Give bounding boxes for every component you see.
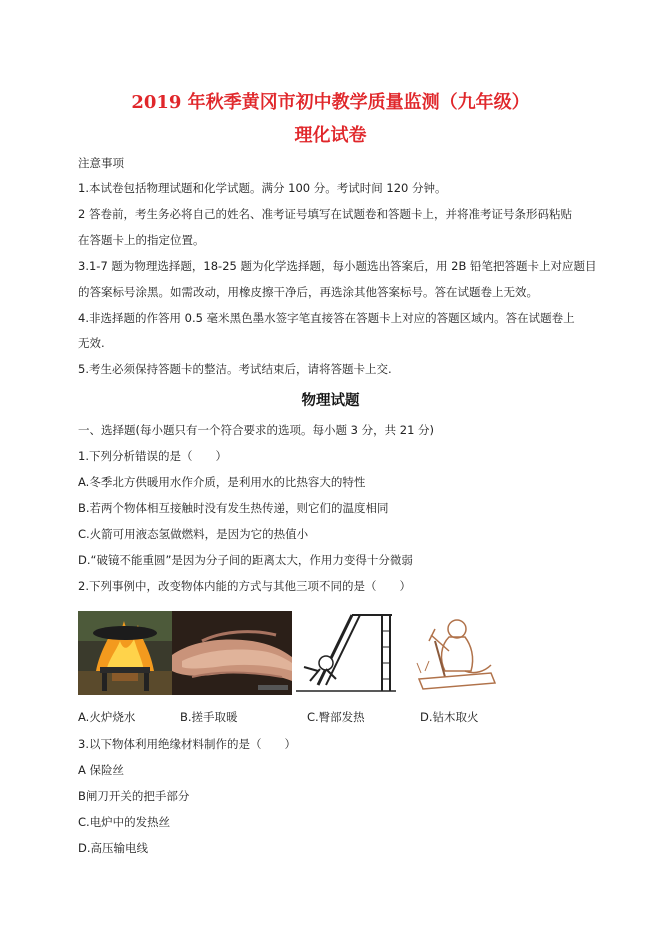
rubbing-hands-image — [172, 611, 292, 695]
note-item-3-line-1: 3.1-7 题为物理选择题，18-25 题为化学选择题，每小题选出答案后，用 2B 铅笔把答题卡上对应题目 — [78, 259, 597, 273]
note-item-2-line-2: 在答题卡上的指定位置。 — [78, 233, 205, 247]
note-item-3-line-2: 的答案标号涂黑。如需改动，用橡皮擦干净后，再选涂其他答案标号。答在试题卷上无效。 — [78, 285, 538, 299]
question-2-option-b: B.搓手取暖 — [180, 710, 238, 724]
exam-subtitle: 理化试卷 — [294, 125, 367, 146]
drilling-wood-fire-image — [405, 611, 505, 695]
question-1-option-b: B.若两个物体相互接触时没有发生热传递，则它们的温度相同 — [78, 501, 389, 515]
note-item-1: 1.本试卷包括物理试题和化学试题。满分 100 分。考试时间 120 分钟。 — [78, 181, 447, 195]
question-3-option-b: B闸刀开关的把手部分 — [78, 789, 190, 803]
slide-sliding-image — [296, 611, 396, 695]
note-item-4-line-1: 4.非选择题的作答用 0.5 毫米黑色墨水签字笔直接答在答题卡上对应的答题区域内。答在试题卷上 — [78, 311, 575, 325]
exam-title: 2019 年秋季黄冈市初中教学质量监测（九年级） — [131, 92, 530, 113]
question-2-option-a: A.火炉烧水 — [78, 710, 136, 724]
question-3-stem: 3.以下物体利用绝缘材料制作的是（ ） — [78, 737, 296, 751]
question-1-stem: 1.下列分析错误的是（ ） — [78, 449, 227, 463]
note-item-4-line-2: 无效. — [78, 336, 105, 350]
question-2-stem: 2.下列事例中，改变物体内能的方式与其他三项不同的是（ ） — [78, 579, 411, 593]
campfire-pot-image — [78, 611, 172, 695]
question-1-option-c: C.火箭可用液态氢做燃料，是因为它的热值小 — [78, 527, 309, 541]
question-3-option-a: A 保险丝 — [78, 763, 125, 777]
note-item-2-line-1: 2 答卷前，考生务必将自己的姓名、准考证号填写在试题卷和答题卡上，并将准考证号条形码粘贴 — [78, 207, 572, 221]
question-1-option-a: A.冬季北方供暖用水作介质，是利用水的比热容大的特性 — [78, 475, 366, 489]
question-2-option-d: D.钻木取火 — [420, 710, 479, 724]
notes-heading: 注意事项 — [78, 156, 124, 170]
section-title-physics: 物理试题 — [301, 392, 360, 409]
note-item-5: 5.考生必须保持答题卡的整洁。考试结束后，请将答题卡上交. — [78, 362, 392, 376]
question-3-option-d: D.高压输电线 — [78, 841, 149, 855]
question-1-option-d: D.“破镜不能重圆”是因为分子间的距离太大，作用力变得十分微弱 — [78, 553, 413, 567]
part1-heading: 一、选择题(每小题只有一个符合要求的选项。每小题 3 分，共 21 分) — [78, 423, 435, 437]
question-2-option-c: C.臀部发热 — [307, 710, 365, 724]
question-3-option-c: C.电炉中的发热丝 — [78, 815, 171, 829]
